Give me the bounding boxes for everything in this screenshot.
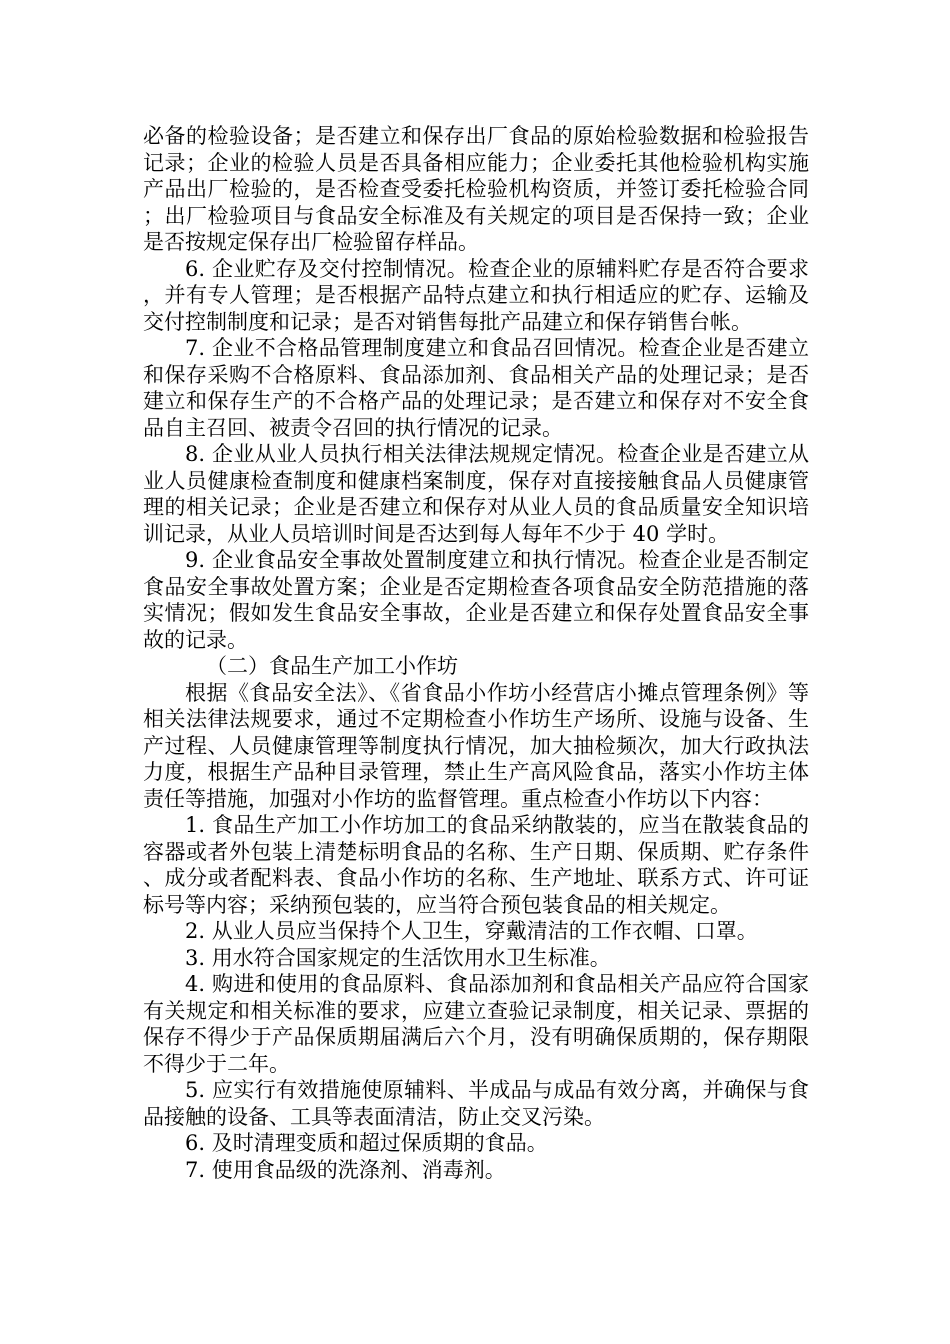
paragraph-workshop-item-6: 6. 及时清理变质和超过保质期的食品。 <box>185 1131 548 1155</box>
paragraph-item-8-staff: 8. 企业从业人员执行相关法律法规规定情况。检查企业是否建立从业人员健康检查制度和健康档案制度，保存对直接接触食品人员健康管理的相关记录；企业是否建立和保存对从业人员的食品质量安全知识培训记录，从业人员培训时间是否达到每人每年不少于 40 学时。 <box>143 442 809 546</box>
paragraph-workshop-item-3: 3. 用水符合国家规定的生活饮用水卫生标准。 <box>185 945 611 970</box>
paragraph-workshop-item-4: 4. 购进和使用的食品原料、食品添加剂和食品相关产品应符合国家有关规定和相关标准的要求，应建立查验记录制度，相关记录、票据的保存不得少于产品保质期届满后六个月，没有明确保质期的，保存期限不得少于二年。 <box>143 972 809 1076</box>
paragraph-item-6-storage: 6. 企业贮存及交付控制情况。检查企业的原辅料贮存是否符合要求，并有专人管理；是否根据产品特点建立和执行相适应的贮存、运输及交付控制制度和记录；是否对销售每批产品建立和保存销售台帐。 <box>143 256 809 334</box>
paragraph-workshop-item-5: 5. 应实行有效措施使原辅料、半成品与成品有效分离，并确保与食品接触的设备、工具等表面清洁，防止交叉污染。 <box>143 1078 809 1129</box>
section-heading-workshop: （二）食品生产加工小作坊 <box>206 654 458 678</box>
paragraph-workshop-item-2: 2. 从业人员应当保持个人卫生，穿戴清洁的工作衣帽、口罩。 <box>185 919 758 943</box>
paragraph-item-9-incident: 9. 企业食品安全事故处置制度建立和执行情况。检查企业是否制定食品安全事故处置方案；企业是否定期检查各项食品安全防范措施的落实情况；假如发生食品安全事故，企业是否建立和保存处置食品安全事故的记录。 <box>143 548 809 652</box>
paragraph-item-7-nonconforming: 7. 企业不合格品管理制度建立和食品召回情况。检查企业是否建立和保存采购不合格原料、食品添加剂、食品相关产品的处理记录；是否建立和保存生产的不合格产品的处理记录；是否建立和保存对不安全食品自主召回、被责令召回的执行情况的记录。 <box>143 336 809 440</box>
paragraph-workshop-intro: 根据《食品安全法》、《省食品小作坊小经营店小摊点管理条例》等相关法律法规要求，通过不定期检查小作坊生产场所、设施与设备、生产过程、人员健康管理等制度执行情况，加大抽检频次，加大行政执法力度，根据生产品种目录管理，禁止生产高风险食品，落实小作坊主体责任等措施，加强对小作坊的监督管理。重点检查小作坊以下内容： <box>143 680 809 811</box>
paragraph-workshop-item-7: 7. 使用食品级的洗涤剂、消毒剂。 <box>185 1157 506 1182</box>
paragraph-workshop-item-1: 1. 食品生产加工小作坊加工的食品采纳散装的，应当在散装食品的容器或者外包装上清楚标明食品的名称、生产日期、保质期、贮存条件、成分或者配料表、食品小作坊的名称、生产地址、联系方式、许可证标号等内容；采纳预包装的，应当符合预包装食品的相关规定。 <box>143 813 809 917</box>
paragraph-continuation: 必备的检验设备；是否建立和保存出厂食品的原始检验数据和检验报告记录；企业的检验人员是否具备相应能力；企业委托其他检验机构实施产品出厂检验的，是否检查受委托检验机构资质，并签订委托检验合同；出厂检验项目与食品安全标准及有关规定的项目是否保持一致；企业是否按规定保存出厂检验留存样品。 <box>143 124 809 254</box>
document-page <box>143 123 809 1183</box>
